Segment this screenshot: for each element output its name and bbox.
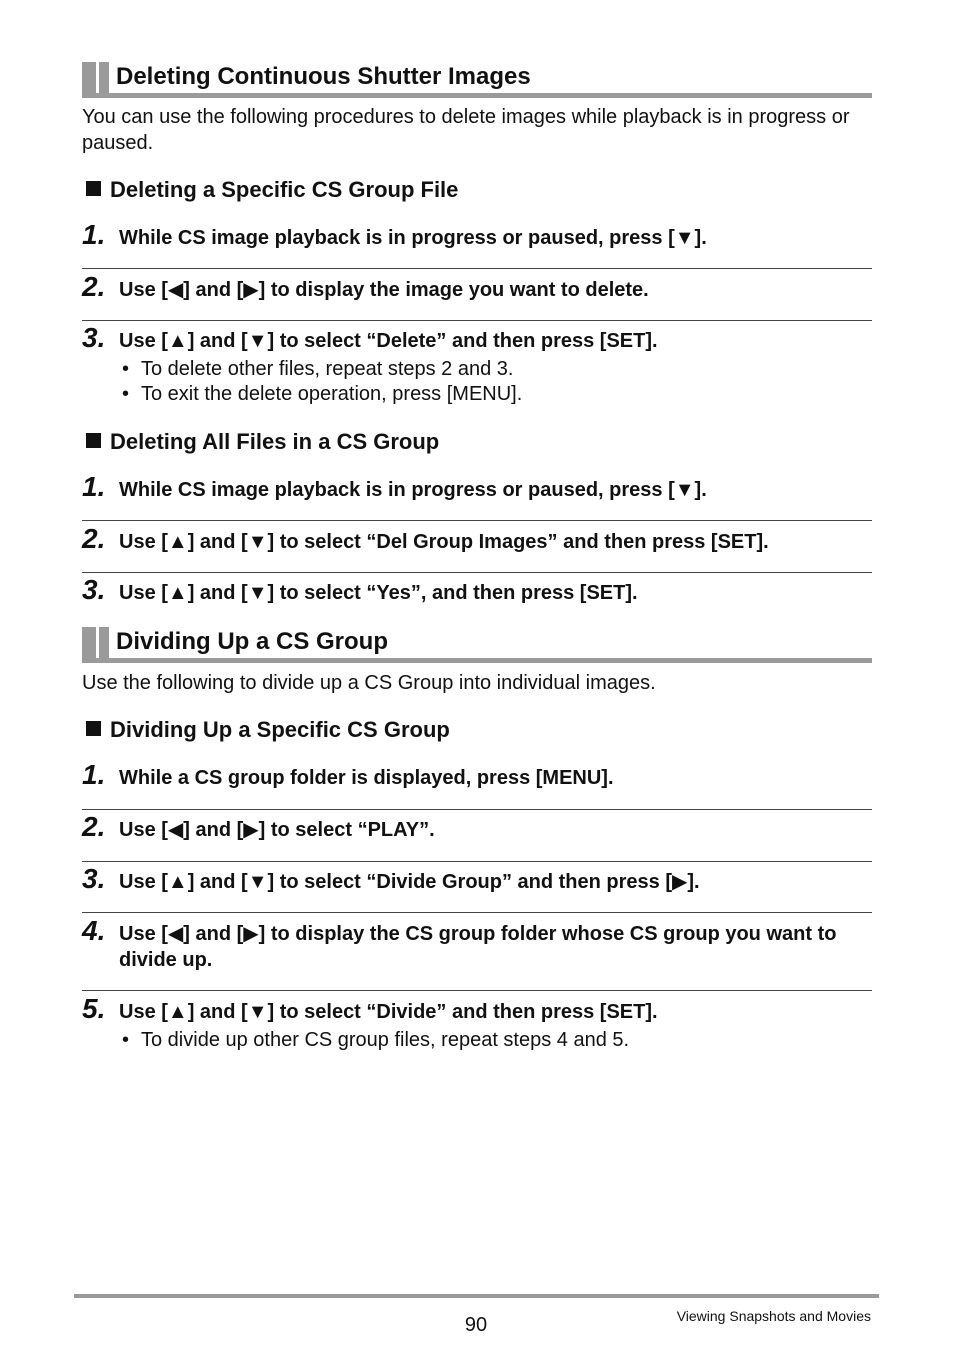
step-divider: [82, 320, 872, 321]
subsection-title-text: Deleting a Specific CS Group File: [110, 177, 459, 202]
step-number: 4.: [82, 915, 106, 946]
step-divider: [82, 268, 872, 269]
page-number: 90: [464, 1314, 488, 1336]
step-divider: [82, 520, 872, 521]
step-number: 1.: [82, 759, 106, 790]
step-number: 1.: [82, 471, 106, 502]
bullet-text: To exit the delete operation, press [MENU].: [141, 383, 523, 405]
step-text: While a CS group folder is displayed, press [MENU].: [119, 767, 614, 789]
step-number: 2.: [82, 523, 106, 554]
step-text: Use [▲] and [▼] to select “Delete” and then press [SET].: [119, 330, 658, 352]
bullet-item: [122, 1028, 629, 1053]
header-marker: [99, 627, 109, 661]
step-number: 3.: [82, 863, 106, 894]
step-number: 5.: [82, 993, 106, 1024]
step-text: Use [◀] and [▶] to select “PLAY”.: [119, 819, 435, 841]
bullet-item: [122, 382, 522, 407]
subsection-title-text: Dividing Up a Specific CS Group: [110, 717, 450, 742]
section-title: Dividing Up a CS Group: [116, 628, 389, 655]
bullet-item: [122, 357, 513, 382]
step-text: Use [▲] and [▼] to select “Divide” and then press [SET].: [119, 1001, 658, 1023]
bullet-dot-icon: •: [122, 358, 130, 380]
footer-chapter-title: Viewing Snapshots and Movies: [676, 1308, 871, 1324]
header-marker: [82, 62, 96, 96]
step-divider: [82, 572, 872, 573]
step-text: While CS image playback is in progress or paused, press [▼].: [119, 227, 707, 249]
footer-divider: [74, 1294, 879, 1298]
step-divider: [82, 809, 872, 810]
bullet-text: To delete other files, repeat steps 2 and 3.: [141, 358, 514, 380]
square-bullet-icon: [86, 181, 101, 196]
step-divider: [82, 861, 872, 862]
step-number: 3.: [82, 574, 106, 605]
square-bullet-icon: [86, 721, 101, 736]
section-title: Deleting Continuous Shutter Images: [116, 63, 531, 90]
bullet-dot-icon: •: [122, 1029, 130, 1051]
header-marker: [99, 62, 109, 96]
step-number: 2.: [82, 271, 106, 302]
step-text: While CS image playback is in progress or paused, press [▼].: [119, 479, 707, 501]
subsection-title: [82, 428, 439, 456]
square-bullet-icon: [86, 433, 101, 448]
subsection-title: [82, 176, 458, 204]
header-marker: [82, 627, 96, 661]
step-text: Use [▲] and [▼] to select “Divide Group” and then press [▶].: [119, 871, 700, 893]
step-text: Use [▲] and [▼] to select “Del Group Images” and then press [SET].: [119, 531, 769, 553]
step-number: 1.: [82, 219, 106, 250]
step-number: 2.: [82, 811, 106, 842]
step-divider: [82, 990, 872, 991]
step-text: Use [◀] and [▶] to display the image you want to delete.: [119, 279, 649, 301]
header-underline: [82, 93, 872, 98]
step-divider: [82, 912, 872, 913]
step-number: 3.: [82, 322, 106, 353]
step-text: Use [◀] and [▶] to display the CS group folder whose CS group you want to divide up.: [119, 923, 837, 971]
section-intro: You can use the following procedures to delete images while playback is in progress or paused.: [82, 106, 850, 154]
step-text: Use [▲] and [▼] to select “Yes”, and then press [SET].: [119, 582, 638, 604]
section-header-deleting-cs: [82, 60, 872, 98]
header-underline: [82, 658, 872, 663]
section-intro: Use the following to divide up a CS Group into individual images.: [82, 672, 656, 694]
bullet-text: To divide up other CS group files, repeat steps 4 and 5.: [141, 1029, 630, 1051]
subsection-title: [82, 716, 450, 744]
bullet-dot-icon: •: [122, 383, 130, 405]
section-header-dividing-cs: [82, 625, 872, 663]
subsection-title-text: Deleting All Files in a CS Group: [110, 429, 440, 454]
